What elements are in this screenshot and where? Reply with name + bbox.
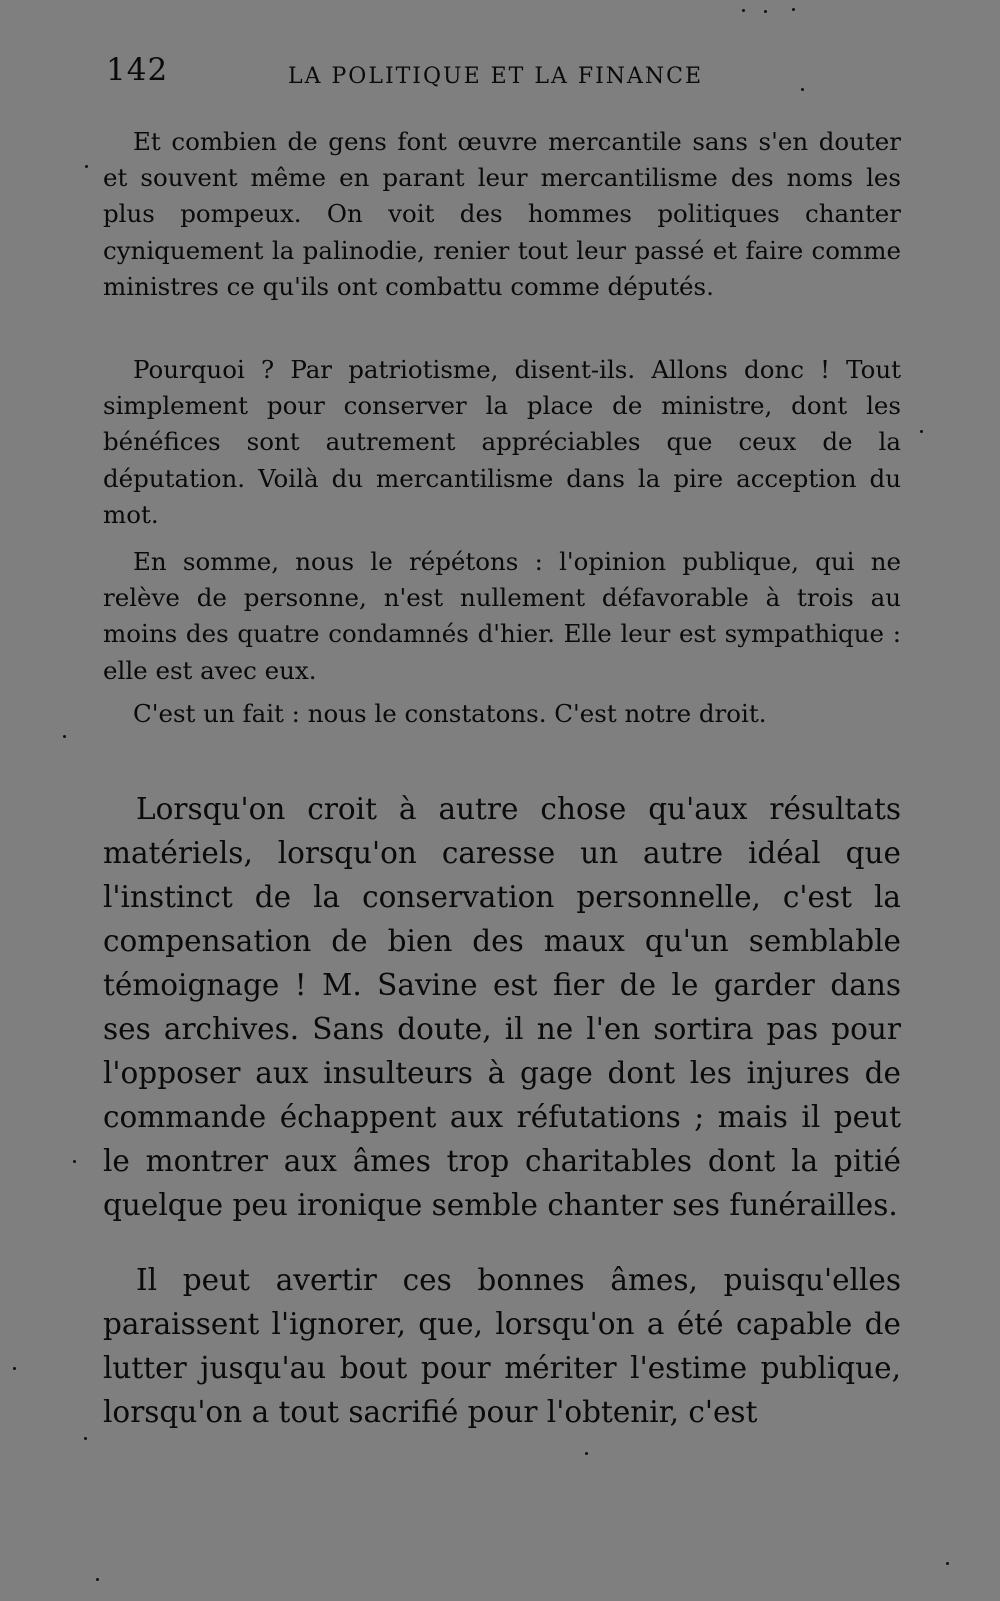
scan-speck: [946, 1562, 949, 1565]
scan-speck: [920, 430, 923, 433]
scan-speck: [792, 8, 795, 11]
scan-speck: [84, 1437, 87, 1440]
scan-speck: [13, 1367, 16, 1370]
scan-speck: [742, 9, 745, 12]
scan-speck: [73, 1160, 76, 1163]
scan-speck: [85, 165, 88, 168]
paragraph-il-peut: Il peut avertir ces bonnes âmes, puisqu'elles paraissent l'ignorer, que, lorsqu'on a été capable de lutter jusqu'au bout pour mériter l'estime publique, lorsqu'on a tout sacrifié pour l'obtenir, c'est: [103, 1263, 901, 1429]
scan-speck: [585, 1452, 588, 1455]
scan-speck: [63, 735, 66, 738]
paragraph-cest-un-fait: C'est un fait : nous le constatons. C'est notre droit.: [133, 699, 767, 728]
paragraph-mercantile: Et combien de gens font œuvre mercantile sans s'en douter et souvent même en parant leur mercantilisme des noms les plus pompeux. On voit des hommes politiques chanter cyniquement la palinodie, renier tout leur passé et faire comme ministres ce qu'ils ont combattu comme députés.: [103, 127, 901, 301]
page-number: 142: [106, 52, 169, 88]
scan-speck: [801, 88, 804, 91]
scan-speck: [96, 1578, 99, 1581]
paragraph-pourquoi: Pourquoi ? Par patriotisme, disent-ils. Allons donc ! Tout simplement pour conserver la place de ministre, dont les bénéfices sont autrement appréciables que ceux de la députation. Voilà du mercantilisme dans la pire acception du mot.: [103, 355, 901, 529]
paragraph-en-somme: En somme, nous le répétons : l'opinion publique, qui ne relève de personne, n'est nullement défavorable à trois au moins des quatre condamnés d'hier. Elle leur est sympathique : elle est avec eux.: [103, 547, 901, 685]
scan-speck: [764, 10, 767, 13]
running-head: LA POLITIQUE ET LA FINANCE: [288, 64, 704, 89]
paragraph-lorsquon: Lorsqu'on croit à autre chose qu'aux résultats matériels, lorsqu'on caresse un autre idéal que l'instinct de la conservation personnelle, c'est la compensation de bien des maux qu'un semblable témoignage ! M. Savine est fier de le garder dans ses archives. Sans doute, il ne l'en sortira pas pour l'opposer aux insulteurs à gage dont les injures de commande échappent aux réfutations ; mais il peut le montrer aux âmes trop charitables dont la pitié quelque peu ironique semble chanter ses funérailles.: [103, 792, 901, 1222]
